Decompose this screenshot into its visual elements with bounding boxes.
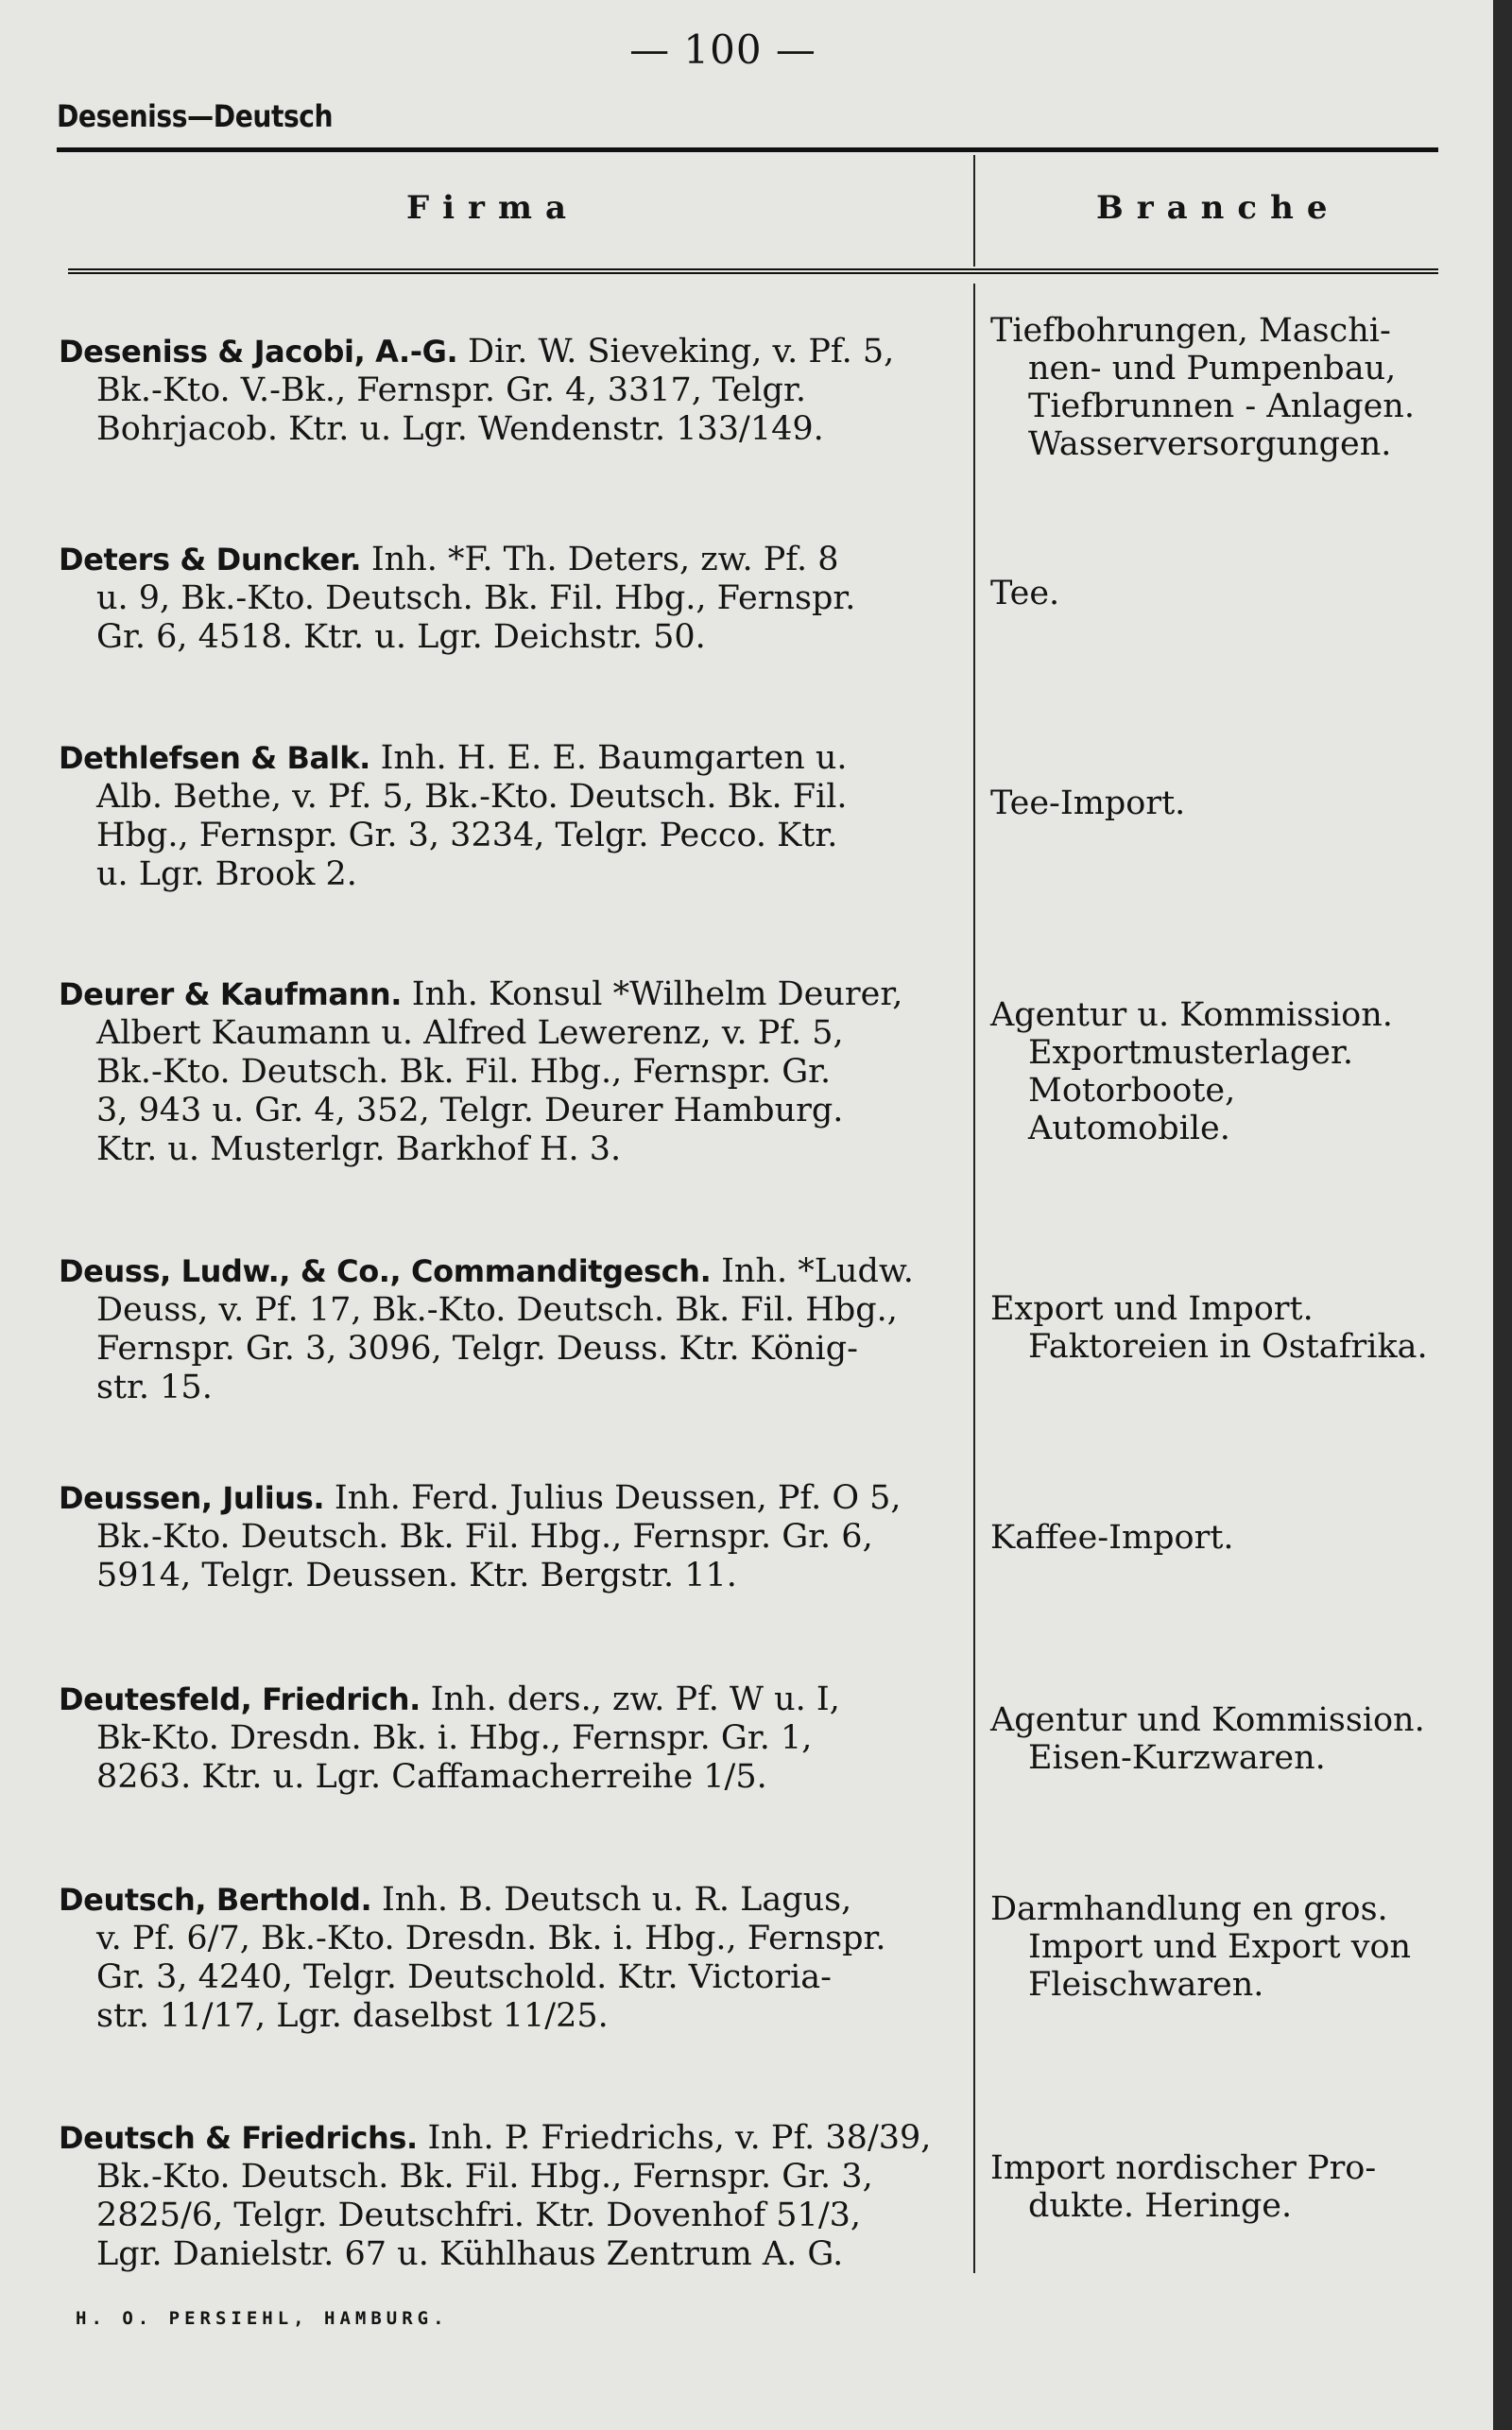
- firm-name: Deurer & Kaufmann.: [59, 976, 412, 1012]
- firm-entry: [59, 1252, 973, 1407]
- branch-line: Eisen-Kurzwaren.: [1028, 1739, 1326, 1777]
- branch-line: Faktoreien in Ostafrika.: [1028, 1328, 1428, 1366]
- firm-line-text: Inh. Ferd. Julius Deussen, Pf. O 5,: [334, 1479, 902, 1517]
- firm-line: Lgr. Danielstr. 67 u. Kühlhaus Zentrum A. G.: [96, 2235, 844, 2273]
- firm-line: [59, 1881, 973, 1920]
- firm-text: [59, 1479, 973, 1595]
- firm-line: Bk.-Kto. Deutsch. Bk. Fil. Hbg., Fernspr. Gr. 6,: [96, 1518, 873, 1556]
- firm-line: u. Lgr. Brook 2.: [96, 855, 357, 893]
- firm-line: Albert Kaumann u. Alfred Lewerenz, v. Pf. 5,: [96, 1014, 844, 1052]
- firm-line-text: Dir. W. Sieveking, v. Pf. 5,: [468, 333, 895, 371]
- firm-text: [59, 1680, 973, 1797]
- firm-line: [59, 2119, 973, 2158]
- firm-line: [59, 1479, 973, 1518]
- firm-line: u. 9, Bk.-Kto. Deutsch. Bk. Fil. Hbg., Fernspr.: [96, 579, 856, 617]
- branch-text: [990, 1290, 1453, 1366]
- branch-line: Kaffee-Import.: [990, 1519, 1234, 1557]
- firm-entry: [59, 541, 973, 657]
- firm-text: [59, 541, 973, 657]
- firm-entry: [59, 333, 973, 449]
- branch-line: Import und Export von: [1028, 1928, 1412, 1966]
- branch-text: [990, 312, 1453, 463]
- firm-name: Deutsch, Berthold.: [59, 1882, 382, 1918]
- firm-entry: [59, 1881, 973, 2036]
- firm-line: [59, 1252, 973, 1291]
- firm-line-text: Inh. ders., zw. Pf. W u. I,: [430, 1680, 840, 1718]
- firm-line: [59, 541, 973, 579]
- branch-line: Agentur u. Kommission.: [990, 996, 1393, 1034]
- firm-line: Fernspr. Gr. 3, 3096, Telgr. Deuss. Ktr. König-: [96, 1330, 858, 1368]
- firm-line-text: Inh. Konsul *Wilhelm Deurer,: [411, 975, 903, 1013]
- firm-line: [59, 333, 973, 371]
- branch-line: dukte. Heringe.: [1028, 2187, 1293, 2225]
- branch-text: [990, 784, 1453, 822]
- firm-entry: [59, 1479, 973, 1595]
- column-header-firma: Firma: [406, 189, 579, 227]
- branch-line: Tiefbohrungen, Maschi-: [990, 312, 1391, 350]
- firm-line: Bohrjacob. Ktr. u. Lgr. Wendenstr. 133/149.: [96, 410, 824, 448]
- firm-line: Bk.-Kto. Deutsch. Bk. Fil. Hbg., Fernspr. Gr.: [96, 1053, 832, 1091]
- firm-line-text: Inh. *Ludw.: [721, 1252, 914, 1290]
- firm-text: [59, 333, 973, 449]
- firm-entry: [59, 739, 973, 894]
- branch-line: Wasserversorgungen.: [1028, 425, 1392, 463]
- firm-line: 8263. Ktr. u. Lgr. Caffamacherreihe 1/5.: [96, 1758, 767, 1796]
- branch-line: Export und Import.: [990, 1290, 1314, 1328]
- firm-entry: [59, 2119, 973, 2274]
- firm-line: 5914, Telgr. Deussen. Ktr. Bergstr. 11.: [96, 1557, 737, 1594]
- branch-text: [990, 996, 1453, 1147]
- firm-text: [59, 739, 973, 894]
- branch-text: [990, 1890, 1453, 2004]
- firm-name: Deutsch & Friedrichs.: [59, 2120, 428, 2156]
- branch-line: Tiefbrunnen - Anlagen.: [1028, 388, 1415, 425]
- header-rule: [57, 147, 1438, 152]
- branch-line: Darmhandlung en gros.: [990, 1890, 1388, 1928]
- running-head: Deseniss—Deutsch: [57, 98, 334, 134]
- firm-text: [59, 2119, 973, 2274]
- firm-line: Gr. 6, 4518. Ktr. u. Lgr. Deichstr. 50.: [96, 618, 706, 656]
- firm-line: 3, 943 u. Gr. 4, 352, Telgr. Deurer Hamburg.: [96, 1092, 844, 1129]
- page-number: — 100 —: [629, 26, 816, 73]
- firm-name: Deseniss & Jacobi, A.-G.: [59, 334, 469, 370]
- firm-text: [59, 1252, 973, 1407]
- scan-edge: [1493, 0, 1512, 2430]
- firm-line: str. 11/17, Lgr. daselbst 11/25.: [96, 1997, 609, 2035]
- firm-line: Gr. 3, 4240, Telgr. Deutschold. Ktr. Victoria-: [96, 1958, 832, 1996]
- column-header-rule: [68, 268, 1438, 274]
- firm-text: [59, 975, 973, 1169]
- firm-line: Ktr. u. Musterlgr. Barkhof H. 3.: [96, 1130, 622, 1168]
- firm-line: 2825/6, Telgr. Deutschfri. Ktr. Dovenhof 51/3,: [96, 2197, 861, 2234]
- firm-line-text: Inh. *F. Th. Deters, zw. Pf. 8: [370, 541, 839, 578]
- branch-line: Tee.: [990, 575, 1060, 612]
- firm-name: Deuss, Ludw., & Co., Commanditgesch.: [59, 1253, 722, 1289]
- branch-text: [990, 575, 1453, 612]
- printer-imprint: H. O. PERSIEHL, HAMBURG.: [76, 2308, 449, 2329]
- firm-line-text: Inh. B. Deutsch u. R. Lagus,: [381, 1881, 852, 1919]
- firm-entry: [59, 1680, 973, 1797]
- firm-line: [59, 975, 973, 1014]
- firm-line: [59, 739, 973, 778]
- firm-line: Bk-Kto. Dresdn. Bk. i. Hbg., Fernspr. Gr. 1,: [96, 1719, 813, 1757]
- column-divider-head: [973, 155, 975, 267]
- column-divider: [973, 284, 975, 2273]
- firm-entry: [59, 975, 973, 1169]
- branch-line: Automobile.: [1028, 1110, 1230, 1147]
- branch-line: Exportmusterlager.: [1028, 1034, 1353, 1072]
- firm-text: [59, 1881, 973, 2036]
- firm-line: Bk.-Kto. V.-Bk., Fernspr. Gr. 4, 3317, Telgr.: [96, 371, 806, 409]
- firm-line: Deuss, v. Pf. 17, Bk.-Kto. Deutsch. Bk. Fil. Hbg.,: [96, 1291, 898, 1329]
- firm-line: Hbg., Fernspr. Gr. 3, 3234, Telgr. Pecco. Ktr.: [96, 817, 838, 854]
- branch-line: nen- und Pumpenbau,: [1028, 350, 1397, 388]
- firm-name: Deussen, Julius.: [59, 1480, 335, 1516]
- firm-name: Deutesfeld, Friedrich.: [59, 1681, 431, 1717]
- firm-name: Dethlefsen & Balk.: [59, 740, 381, 776]
- firm-line-text: Inh. H. E. E. Baumgarten u.: [380, 739, 848, 777]
- firm-line: Alb. Bethe, v. Pf. 5, Bk.-Kto. Deutsch. Bk. Fil.: [96, 778, 848, 816]
- branch-line: Motorboote,: [1028, 1072, 1236, 1110]
- firm-name: Deters & Duncker.: [59, 542, 371, 577]
- branch-text: [990, 1519, 1453, 1557]
- column-header-branche: Branche: [1096, 189, 1341, 227]
- firm-line: v. Pf. 6/7, Bk.-Kto. Dresdn. Bk. i. Hbg., Fernspr.: [96, 1920, 886, 1957]
- branch-line: Tee-Import.: [990, 784, 1186, 822]
- branch-text: [990, 1701, 1453, 1777]
- branch-text: [990, 2149, 1453, 2225]
- firm-line: [59, 1680, 973, 1719]
- firm-line: Bk.-Kto. Deutsch. Bk. Fil. Hbg., Fernspr. Gr. 3,: [96, 2158, 873, 2196]
- firm-line: str. 15.: [96, 1369, 213, 1406]
- branch-line: Fleischwaren.: [1028, 1966, 1264, 2004]
- branch-line: Agentur und Kommission.: [990, 1701, 1425, 1739]
- firm-line-text: Inh. P. Friedrichs, v. Pf. 38/39,: [427, 2119, 932, 2157]
- branch-line: Import nordischer Pro-: [990, 2149, 1377, 2187]
